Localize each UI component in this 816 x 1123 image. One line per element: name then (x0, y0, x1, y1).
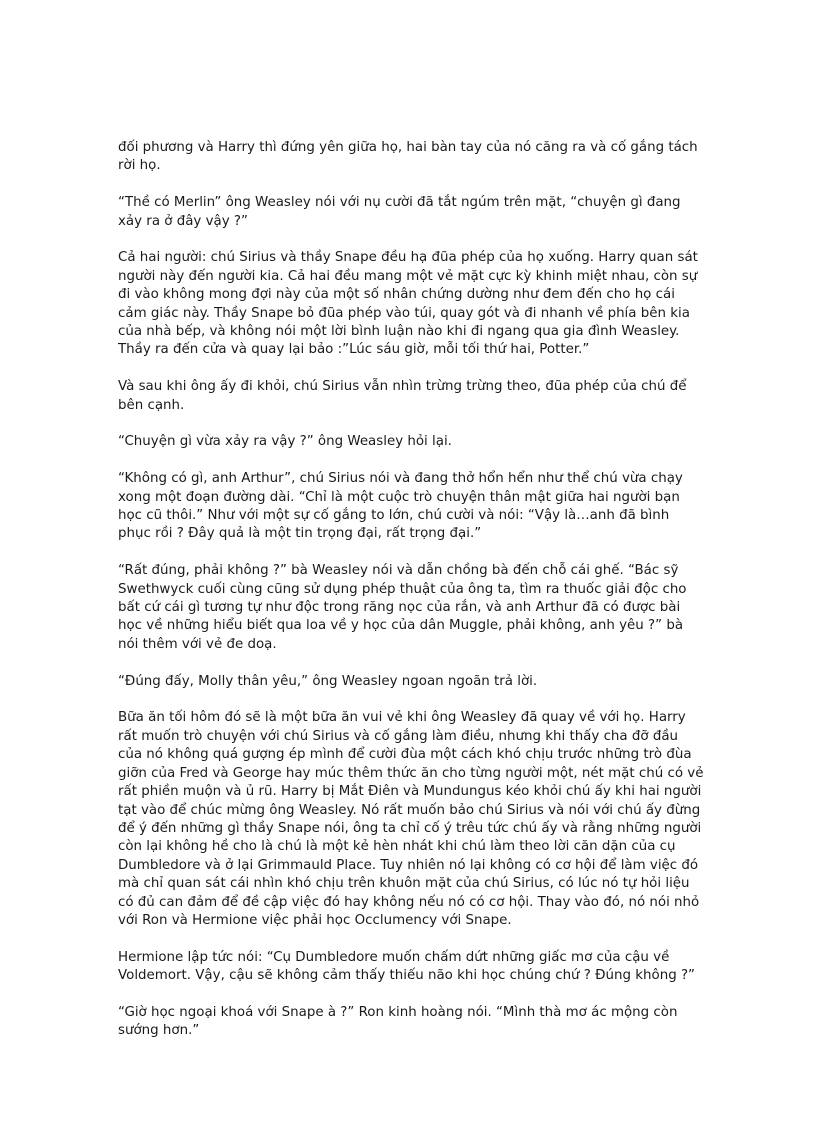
paragraph: Và sau khi ông ấy đi khỏi, chú Sirius vẫn nhìn trừng trừng theo, đũa phép của chú để bên cạnh. (118, 379, 687, 413)
paragraph: “Đúng đấy, Molly thân yêu,” ông Weasley ngoan ngoãn trả lời. (118, 673, 538, 689)
paragraph: Hermione lập tức nói: “Cụ Dumbledore muốn chấm dứt những giấc mơ của cậu về Voldemort. Vậy, cậu sẽ không cảm thấy thiếu não khi học chúng chứ ? Đúng không ?” (118, 949, 695, 984)
paragraph: Cả hai người: chú Sirius và thầy Snape đều hạ đũa phép của họ xuống. Harry quan sát người này đến người kia. Cả hai đều mang một vẻ mặt cực kỳ khinh miệt nhau, còn sự đi vào không mong đợi này của một số nhân chứng dường như đem đến cho họ cái cảm giác này. Thầy Snape bỏ đũa phép vào túi, quay gót và đi nhanh về phía bên kia của nhà bếp, và không nói một lời bình luận nào khi đi ngang qua gia đình Weasley. Thầy ra đến cửa và quay lại bảo :”Lúc sáu giờ, mỗi tối thứ hai, Potter.” (118, 250, 698, 358)
paragraph: “Thề có Merlin” ông Weasley nói với nụ cười đã tắt ngúm trên mặt, “chuyện gì đang xảy ra ở đây vậy ?” (118, 195, 681, 229)
paragraph: đối phương và Harry thì đứng yên giữa họ, hai bàn tay của nó căng ra và cố gắng tách rời họ. (118, 140, 698, 174)
paragraph: “Giờ học ngoại khoá với Snape à ?” Ron kinh hoàng nói. “Mình thà mơ ác mộng còn sướng hơn.” (118, 1004, 678, 1039)
document-body (118, 139, 706, 1059)
paragraph: “Chuyện gì vừa xảy ra vậy ?” ông Weasley hỏi lại. (118, 434, 452, 450)
paragraph: Bữa ăn tối hôm đó sẽ là một bữa ăn vui vẻ khi ông Weasley đã quay về với họ. Harry rất muốn trò chuyện với chú Sirius và cố gắng làm điều, nhưng khi thấy cha đỡ đầu của nó không quá gượng ép mình để cười đùa một cách khó chịu trước những trò đùa giỡn của Fred và George hay múc thêm thức ăn cho từng người một, nét mặt chú có vẻ rất phiền muộn và ủ rũ. Harry bị Mắt Điên và Mundungus kéo khỏi chú ấy khi hai người tạt vào để chúc mừng ông Weasley. Nó rất muốn bảo chú Sirius và nói với chú ấy đừng để ý đến những gì thầy Snape nói, ông ta chỉ cố ý trêu tức chú ấy và rằng những người còn lại không hề cho là chú là một kẻ hèn nhát khi chú làm theo lời căn dặn của cụ Dumbledore và ở lại Grimmauld Place. Tuy nhiên nó lại không có cơ hội để làm việc đó mà chỉ quan sát cái nhìn khó chịu trên khuôn mặt của chú Sirius, có lúc nó tự hỏi liệu có đủ can đảm để đề cập việc đó hay không nếu nó có cơ hội. Thay vào đó, nó nói nhỏ với Ron và Hermione việc phải học Occlumency với Snape. (118, 710, 704, 928)
paragraph: “Không có gì, anh Arthur”, chú Sirius nói và đang thở hổn hển như thể chú vừa chạy xong một đoạn đường dài. “Chỉ là một cuộc trò chuyện thân mật giữa hai người bạn học cũ thôi.” Như với một sự cố gắng to lớn, chú cười và nói: “Vậy là…anh đã bình phục rồi ? Đây quả là một tin trọng đại, rất trọng đại.” (118, 471, 683, 542)
paragraph: “Rất đúng, phải không ?” bà Weasley nói và dẫn chồng bà đến chỗ cái ghế. “Bác sỹ Swethwyck cuối cùng cũng sử dụng phép thuật của ông ta, tìm ra thuốc giải độc cho bất cứ cái gì tương tự như độc trong răng nọc của rắn, và anh Arthur đã có được bài học về những hiểu biết qua loa về y học của dân Muggle, phải không, anh yêu ?” bà nói thêm với vẻ đe doạ. (118, 563, 687, 652)
